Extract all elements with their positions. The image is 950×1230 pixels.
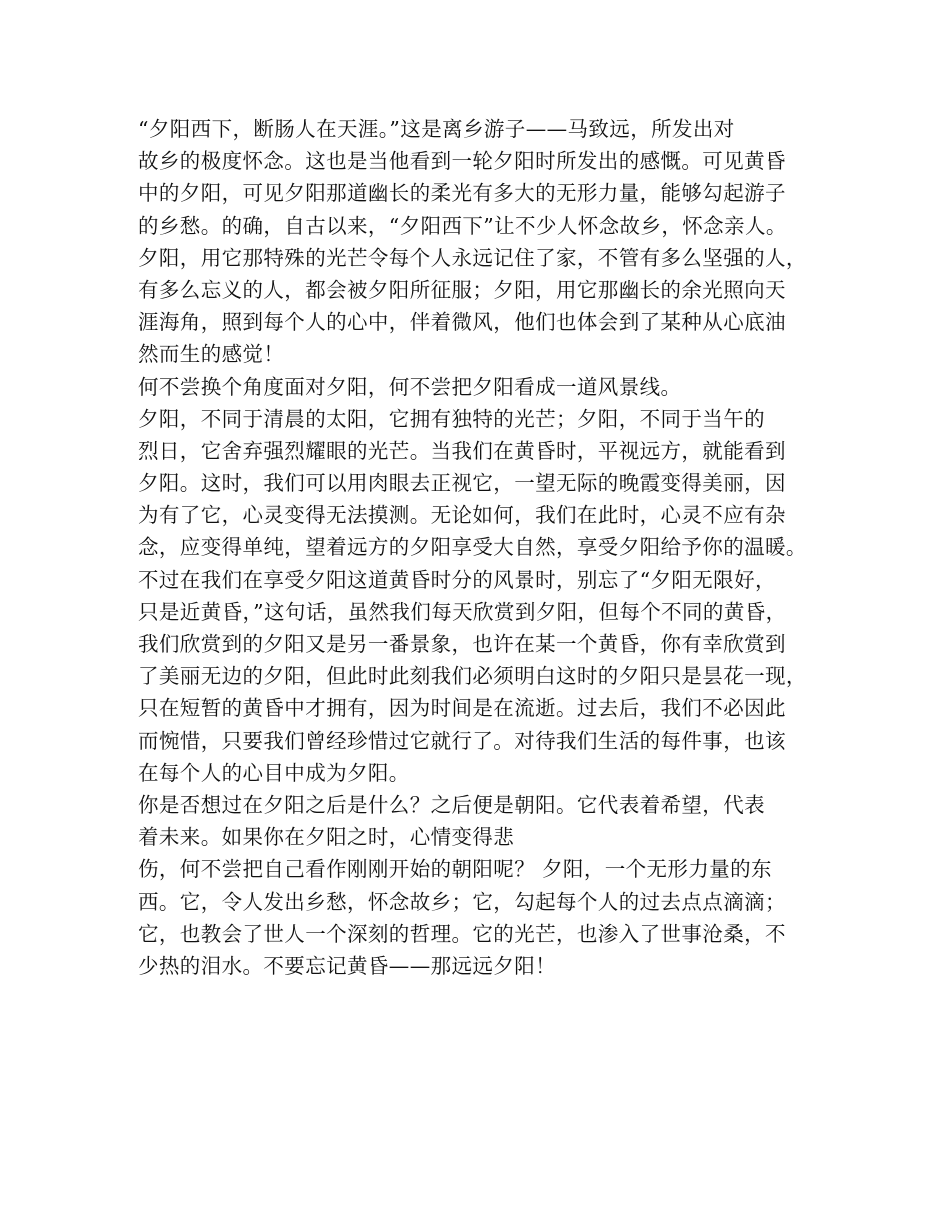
text-line: 何不尝换个角度面对夕阳，何不尝把夕阳看成一道风景线。 — [138, 374, 682, 399]
text-line: 的乡愁。的确，自古以来，“夕阳西下”让不少人怀念故乡，怀念亲人。 — [138, 213, 787, 238]
text-line: 有多么忘义的人，都会被夕阳所征服；夕阳，用它那幽长的余光照向天 — [138, 277, 786, 302]
text-line: 为有了它，心灵变得无法摸测。无论如何，我们在此时，心灵不应有杂 — [138, 503, 786, 528]
text-line: 中的夕阳，可见夕阳那道幽长的柔光有多大的无形力量，能够勾起游子 — [138, 181, 786, 206]
text-line: 夕阳。这时，我们可以用肉眼去正视它，一望无际的晚霞变得美丽，因 — [138, 471, 786, 496]
text-line: 你是否想过在夕阳之后是什么？之后便是朝阳。它代表着希望，代表 — [138, 792, 765, 817]
text-line: 夕阳，不同于清晨的太阳，它拥有独特的光芒；夕阳，不同于当午的 — [138, 406, 765, 431]
text-line: 着未来。如果你在夕阳之时，心情变得悲 — [138, 825, 515, 850]
essay-text — [138, 113, 838, 982]
text-line: 烈日，它舍弃强烈耀眼的光芒。当我们在黄昏时，平视远方，就能看到 — [138, 438, 786, 463]
text-line: 然而生的感觉！ — [138, 342, 285, 367]
text-line: 它，也教会了世人一个深刻的哲理。它的光芒，也渗入了世事沧桑，不 — [138, 921, 786, 946]
text-line: 西。它，令人发出乡愁，怀念故乡；它，勾起每个人的过去点点滴滴； — [138, 889, 786, 914]
text-line: 而惋惜，只要我们曾经珍惜过它就行了。对待我们生活的每件事，也该 — [138, 728, 786, 753]
text-line: 涯海角，照到每个人的心中，伴着微风，他们也体会到了某种从心底油 — [138, 310, 786, 335]
text-line: 伤，何不尝把自己看作刚刚开始的朝阳呢？ 夕阳，一个无形力量的东 — [138, 857, 772, 882]
text-line: 念，应变得单纯，望着远方的夕阳享受大自然，享受夕阳给予你的温暖。 — [138, 535, 807, 560]
text-line: 我们欣赏到的夕阳又是另一番景象，也许在某一个黄昏，你有幸欣赏到 — [138, 632, 786, 656]
text-line: 故乡的极度怀念。这也是当他看到一轮夕阳时所发出的感慨。可见黄昏 — [138, 149, 786, 174]
text-line: 只是近黄昏，”这句话，虽然我们每天欣赏到夕阳，但每个不同的黄昏， — [138, 599, 787, 624]
text-line: 在每个人的心目中成为夕阳。 — [138, 760, 410, 785]
text-line: 只在短暂的黄昏中才拥有，因为时间是在流逝。过去后，我们不必因此 — [138, 696, 786, 721]
text-line: 不过在我们在享受夕阳这道黄昏时分的风景时，别忘了“夕阳无限好， — [138, 567, 776, 592]
text-line: 了美丽无边的夕阳，但此时此刻我们必须明白这时的夕阳只是昙花一现， — [138, 664, 807, 689]
text-line: 少热的泪水。不要忘记黄昏——那远远夕阳！ — [138, 953, 556, 978]
text-line: 夕阳，用它那特殊的光芒令每个人永远记住了家，不管有多么坚强的人， — [138, 245, 807, 270]
text-line: “夕阳西下，断肠人在天涯。”这是离乡游子——马致远，所发出对 — [138, 117, 735, 141]
